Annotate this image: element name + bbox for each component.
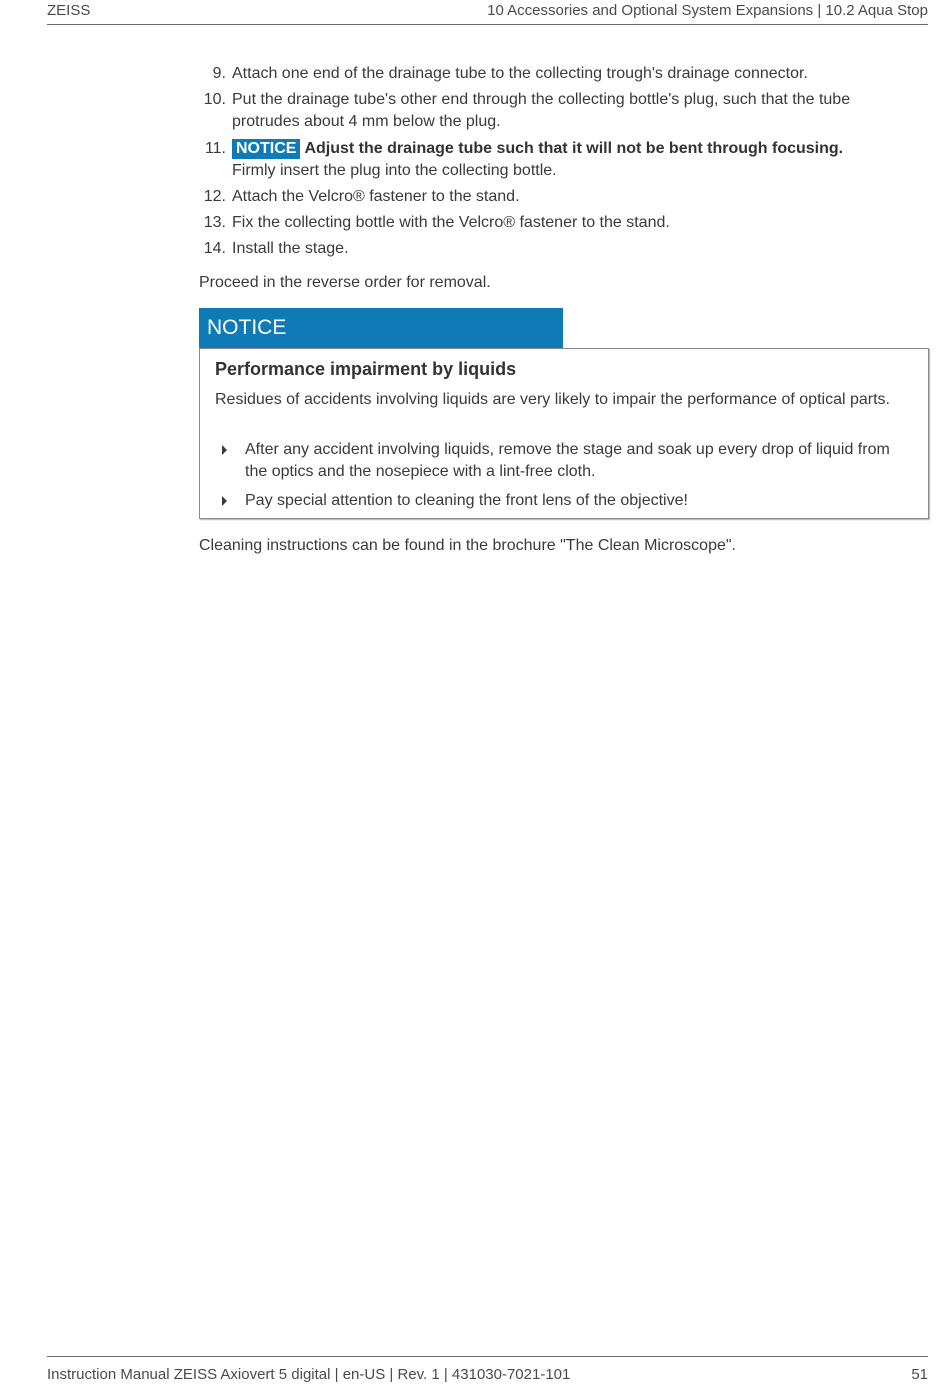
- step-item: [199, 63, 914, 85]
- step-item: [199, 212, 914, 234]
- notice-bullet-text: After any accident involving liquids, remove the stage and soak up every drop of liquid from the optics and the nosepiece with a lint-free cloth.: [245, 441, 890, 480]
- notice-bullet: [215, 439, 905, 483]
- footer-manual: Instruction Manual ZEISS Axiovert 5 digital | en-US | Rev. 1 | 431030-7021-101: [47, 1366, 571, 1383]
- notice-box: [199, 348, 929, 519]
- notice-badge: NOTICE: [232, 139, 300, 159]
- step-item: [199, 186, 914, 208]
- step-list: [199, 63, 914, 264]
- notice-title: Performance impairment by liquids: [215, 359, 517, 379]
- step-item: [199, 89, 914, 133]
- cleaning-text: Cleaning instructions can be found in the brochure "The Clean Microscope".: [199, 537, 736, 554]
- triangle-right-icon: [222, 445, 227, 455]
- step-item: [199, 238, 914, 260]
- step-number: 10.: [203, 91, 226, 108]
- step-number: 9.: [212, 65, 226, 82]
- step-text: Install the stage.: [232, 240, 349, 257]
- step-text: Attach the Velcro® fastener to the stand.: [232, 188, 520, 205]
- step-number: 11.: [204, 140, 226, 157]
- notice-bullet-text: Pay special attention to cleaning the front lens of the objective!: [245, 492, 688, 509]
- page-number: 51: [911, 1366, 928, 1383]
- page-header: [47, 0, 928, 25]
- step-number: 13.: [203, 214, 226, 231]
- triangle-right-icon: [222, 496, 227, 506]
- notice-tab: NOTICE: [199, 308, 563, 348]
- notice-body: Residues of accidents involving liquids are very likely to impair the performance of optical parts.: [215, 391, 890, 408]
- notice-bullet: [215, 490, 905, 512]
- proceed-text: Proceed in the reverse order for removal.: [199, 274, 491, 291]
- step-text: Firmly insert the plug into the collecting bottle.: [232, 162, 557, 179]
- step-number: 14.: [203, 240, 226, 257]
- page-footer: [47, 1356, 928, 1387]
- step-text: Put the drainage tube's other end through the collecting bottle's plug, such that the tube protrudes about 4 mm below the plug.: [232, 91, 851, 130]
- step-number: 12.: [203, 188, 226, 205]
- step-text: Fix the collecting bottle with the Velcro® fastener to the stand.: [232, 214, 670, 231]
- step-item: [199, 138, 914, 182]
- notice-bullet-list: [215, 439, 905, 519]
- step-text: Attach one end of the drainage tube to the collecting trough's drainage connector.: [232, 65, 808, 82]
- header-section: 10 Accessories and Optional System Expansions | 10.2 Aqua Stop: [487, 2, 928, 19]
- step-notice-text: Adjust the drainage tube such that it will not be bent through focusing.: [304, 140, 844, 157]
- header-brand: ZEISS: [47, 2, 91, 19]
